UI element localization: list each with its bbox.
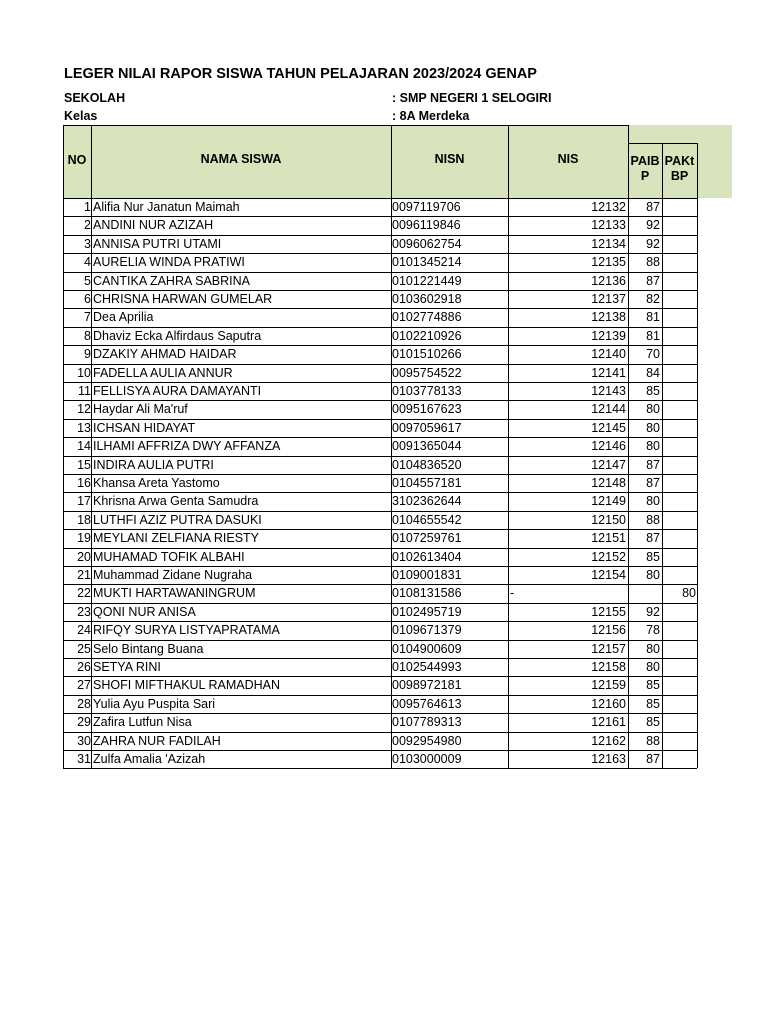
student-name: MUKTI HARTAWANINGRUM (93, 586, 256, 601)
grade-paibp: 85 (646, 715, 660, 730)
grade-paibp: 81 (646, 310, 660, 325)
table-row (63, 253, 698, 271)
table-row (63, 419, 698, 437)
row-no: 9 (84, 347, 91, 362)
table-row (63, 216, 698, 234)
row-no: 22 (77, 586, 91, 601)
table-row (63, 290, 698, 308)
grade-paibp: 85 (646, 696, 660, 711)
student-nis: 12163 (591, 752, 626, 766)
row-no: 13 (77, 420, 91, 435)
col-header-paktbp-line2: BP (670, 169, 689, 183)
student-name: ZAHRA NUR FADILAH (93, 733, 221, 748)
table-row (63, 198, 698, 216)
grade-paibp: 92 (646, 218, 660, 233)
student-nisn: 0102210926 (392, 328, 462, 343)
student-name: SHOFI MIFTHAKUL RAMADHAN (93, 678, 281, 693)
col-header-paibp-line2: P (640, 169, 650, 183)
table-row (63, 327, 698, 345)
student-nisn: 0092954980 (392, 733, 462, 748)
table-row (63, 345, 698, 363)
student-nisn: 0107259761 (392, 531, 462, 546)
grade-paibp: 87 (646, 476, 660, 490)
student-nisn: 0097059617 (392, 420, 462, 435)
student-nisn: 0102495719 (392, 604, 462, 619)
table-row (63, 676, 698, 694)
row-no: 4 (84, 255, 91, 270)
student-nisn: 0104655542 (392, 512, 462, 527)
grid-hline (63, 125, 628, 126)
table-row (63, 732, 698, 750)
student-name: MUHAMAD TOFIK ALBAHI (93, 549, 245, 564)
row-no: 29 (77, 715, 91, 730)
grade-paibp: 82 (646, 292, 660, 306)
class-value: : 8A Merdeka (392, 109, 470, 123)
row-no: 11 (78, 384, 91, 398)
grade-paibp: 81 (646, 328, 660, 343)
student-nisn: 0104900609 (392, 641, 462, 656)
row-no: 26 (77, 660, 91, 674)
table-row (63, 364, 698, 382)
student-name: Zafira Lutfun Nisa (93, 715, 192, 730)
student-name: ANDINI NUR AZIZAH (93, 218, 214, 233)
table-row (63, 621, 698, 639)
student-nisn: 0096119846 (392, 218, 461, 233)
student-nisn: 3102362644 (392, 494, 462, 509)
student-name: Dhaviz Ecka Alfirdaus Saputra (93, 328, 262, 343)
class-label: Kelas (64, 109, 98, 123)
student-nisn: 0103778133 (392, 384, 462, 398)
student-name: AURELIA WINDA PRATIWI (93, 255, 245, 270)
table-row (63, 529, 698, 547)
student-name: MEYLANI ZELFIANA RIESTY (93, 531, 260, 546)
student-name: CANTIKA ZAHRA SABRINA (93, 273, 250, 288)
row-no: 31 (77, 752, 91, 766)
grade-paibp: 80 (646, 641, 660, 656)
school-label: SEKOLAH (64, 91, 126, 105)
table-row (63, 492, 698, 510)
table-row (63, 382, 698, 400)
row-no: 12 (77, 402, 91, 417)
student-name: Alifia Nur Janatun Maimah (93, 200, 240, 214)
student-nis: 12138 (591, 310, 626, 325)
student-name: Khansa Areta Yastomo (93, 476, 220, 490)
student-nisn: 0107789313 (392, 715, 462, 730)
student-nisn: 0101345214 (392, 255, 462, 270)
student-nis: 12146 (591, 439, 626, 454)
table-row (63, 400, 698, 418)
student-name: INDIRA AULIA PUTRI (93, 457, 214, 472)
grade-paibp: 80 (646, 568, 660, 582)
row-no: 6 (84, 292, 91, 306)
student-name: Khrisna Arwa Genta Samudra (93, 494, 259, 509)
table-row (63, 548, 698, 566)
student-nisn: 0101221449 (392, 273, 462, 288)
student-nisn: 0104557181 (392, 476, 462, 490)
row-no: 5 (84, 273, 91, 288)
student-nis: 12148 (591, 476, 626, 490)
student-name: ILHAMI AFFRIZA DWY AFFANZA (93, 439, 281, 454)
student-nis: 12157 (591, 641, 626, 656)
grade-paibp: 88 (646, 255, 660, 270)
table-row (63, 308, 698, 326)
student-nis: 12150 (591, 512, 626, 527)
student-nis: 12140 (591, 347, 626, 362)
grade-paibp: 80 (646, 660, 660, 674)
student-nis: 12155 (591, 604, 626, 619)
col-header-nisn: NISN (434, 152, 465, 166)
col-header-no: NO (67, 153, 87, 167)
student-nis: 12149 (591, 494, 626, 509)
student-nis-dash: - (510, 586, 515, 601)
student-nis: 12144 (591, 402, 626, 417)
table-row (63, 235, 698, 253)
grade-paibp: 88 (646, 512, 660, 527)
row-no: 17 (77, 494, 91, 509)
student-name: SETYA RINI (93, 660, 161, 674)
school-value: : SMP NEGERI 1 SELOGIRI (392, 91, 552, 105)
table-row (63, 456, 698, 474)
student-nis: 12134 (591, 236, 626, 251)
table-row (63, 750, 698, 768)
row-no: 16 (77, 476, 91, 490)
student-nisn: 0102613404 (392, 549, 462, 564)
row-no: 19 (77, 531, 91, 546)
table-row (63, 640, 698, 658)
student-nis: 12160 (591, 696, 626, 711)
student-nisn: 0095764613 (392, 696, 462, 711)
table-row (63, 584, 698, 602)
student-nis: 12162 (591, 733, 626, 748)
table-row (63, 603, 698, 621)
col-header-paibp (628, 154, 662, 184)
table-row (63, 713, 698, 731)
student-nisn: 0103000009 (392, 752, 462, 766)
grade-paibp: 80 (646, 402, 660, 417)
col-header-nis: NIS (557, 152, 579, 166)
student-nis: 12135 (591, 255, 626, 270)
student-name: Yulia Ayu Puspita Sari (93, 696, 216, 711)
table-row (63, 658, 698, 676)
student-nis: 12151 (591, 531, 626, 546)
row-no: 3 (84, 236, 91, 251)
student-name: Haydar Ali Ma'ruf (93, 402, 188, 417)
table-row (63, 566, 698, 584)
student-nis: 12159 (591, 678, 626, 693)
student-nis: 12145 (591, 420, 626, 435)
student-name: CHRISNA HARWAN GUMELAR (93, 292, 273, 306)
col-header-paktbp (662, 154, 697, 184)
student-nisn: 0101510266 (392, 347, 462, 362)
student-name: RIFQY SURYA LISTYAPRATAMA (93, 623, 280, 638)
grade-paibp: 85 (646, 549, 660, 564)
row-no: 10 (77, 365, 91, 380)
col-header-name: NAMA SISWA (200, 152, 282, 166)
grade-paibp: 80 (646, 439, 660, 454)
grade-paibp: 87 (646, 200, 660, 214)
student-nisn: 0109671379 (392, 623, 462, 638)
grade-paibp: 92 (646, 236, 660, 251)
student-name: DZAKIY AHMAD HAIDAR (93, 347, 237, 362)
grid-hline (63, 768, 697, 769)
row-no: 25 (77, 641, 91, 656)
row-no: 24 (77, 623, 91, 638)
student-name: Dea Aprilia (93, 310, 154, 325)
grade-paibp: 80 (646, 494, 660, 509)
table-row (63, 474, 698, 492)
student-nisn: 0098972181 (392, 678, 462, 693)
student-nis: 12158 (591, 660, 626, 674)
row-no: 1 (84, 200, 91, 214)
student-nis: 12143 (591, 384, 626, 398)
student-name: FADELLA AULIA ANNUR (93, 365, 233, 380)
grade-paktbp: 80 (682, 586, 696, 601)
grade-paibp: 87 (646, 273, 660, 288)
student-nisn: 0095754522 (392, 365, 462, 380)
student-nisn: 0096062754 (392, 236, 462, 251)
grade-paibp: 84 (646, 365, 660, 380)
grade-paibp: 70 (646, 347, 660, 362)
row-no: 20 (77, 549, 91, 564)
student-nis: 12141 (591, 365, 626, 380)
row-no: 14 (77, 439, 91, 454)
grade-paibp: 92 (646, 604, 660, 619)
student-nis: 12154 (591, 568, 626, 582)
student-nisn: 0095167623 (392, 402, 462, 417)
col-header-paktbp-line1: PAKt (664, 154, 695, 168)
row-no: 7 (84, 310, 91, 325)
row-no: 30 (77, 733, 91, 748)
student-name: ANNISA PUTRI UTAMI (93, 236, 222, 251)
row-no: 8 (84, 328, 91, 343)
student-nis: 12161 (591, 715, 626, 730)
student-nisn: 0104836520 (392, 457, 462, 472)
student-nisn: 0102544993 (392, 660, 462, 674)
table-row (63, 272, 698, 290)
student-name: FELLISYA AURA DAMAYANTI (93, 384, 262, 398)
student-name: Muhammad Zidane Nugraha (93, 568, 253, 582)
student-nis: 12137 (591, 292, 626, 306)
student-name: Zulfa Amalia 'Azizah (93, 752, 206, 766)
row-no: 28 (77, 696, 91, 711)
grade-paibp: 78 (646, 623, 660, 638)
grade-paibp: 87 (646, 752, 660, 766)
student-nis: 12152 (591, 549, 626, 564)
student-nis: 12139 (591, 328, 626, 343)
table-row (63, 437, 698, 455)
student-name: Selo Bintang Buana (93, 641, 204, 656)
row-no: 23 (77, 604, 91, 619)
table-row (63, 695, 698, 713)
student-name: QONI NUR ANISA (93, 604, 196, 619)
grade-paibp: 87 (646, 531, 660, 546)
row-no: 27 (77, 678, 91, 693)
student-nis: 12156 (591, 623, 626, 638)
grade-paibp: 85 (646, 384, 660, 398)
grade-paibp: 85 (646, 678, 660, 693)
student-nisn: 0103602918 (392, 292, 462, 306)
grade-paibp: 80 (646, 420, 660, 435)
student-name: ICHSAN HIDAYAT (93, 420, 196, 435)
student-nisn: 0091365044 (392, 439, 462, 454)
table-row (63, 511, 698, 529)
row-no: 15 (77, 457, 91, 472)
row-no: 18 (77, 512, 91, 527)
student-nisn: 0097119706 (392, 200, 461, 214)
student-nis: 12147 (591, 457, 626, 472)
student-name: LUTHFI AZIZ PUTRA DASUKI (93, 512, 262, 527)
grade-paibp: 88 (646, 733, 660, 748)
row-no: 21 (77, 568, 91, 582)
col-header-paibp-line1: PAIB (630, 154, 660, 168)
student-nis: 12136 (591, 273, 626, 288)
student-nis: 12132 (591, 200, 626, 214)
student-nis: 12133 (591, 218, 626, 233)
grade-paibp: 87 (646, 457, 660, 472)
row-no: 2 (84, 218, 91, 233)
student-nisn: 0108131586 (392, 586, 462, 601)
student-nisn: 0102774886 (392, 310, 462, 325)
student-nisn: 0109001831 (392, 568, 462, 582)
page-title: LEGER NILAI RAPOR SISWA TAHUN PELAJARAN 2023/2024 GENAP (64, 66, 537, 82)
